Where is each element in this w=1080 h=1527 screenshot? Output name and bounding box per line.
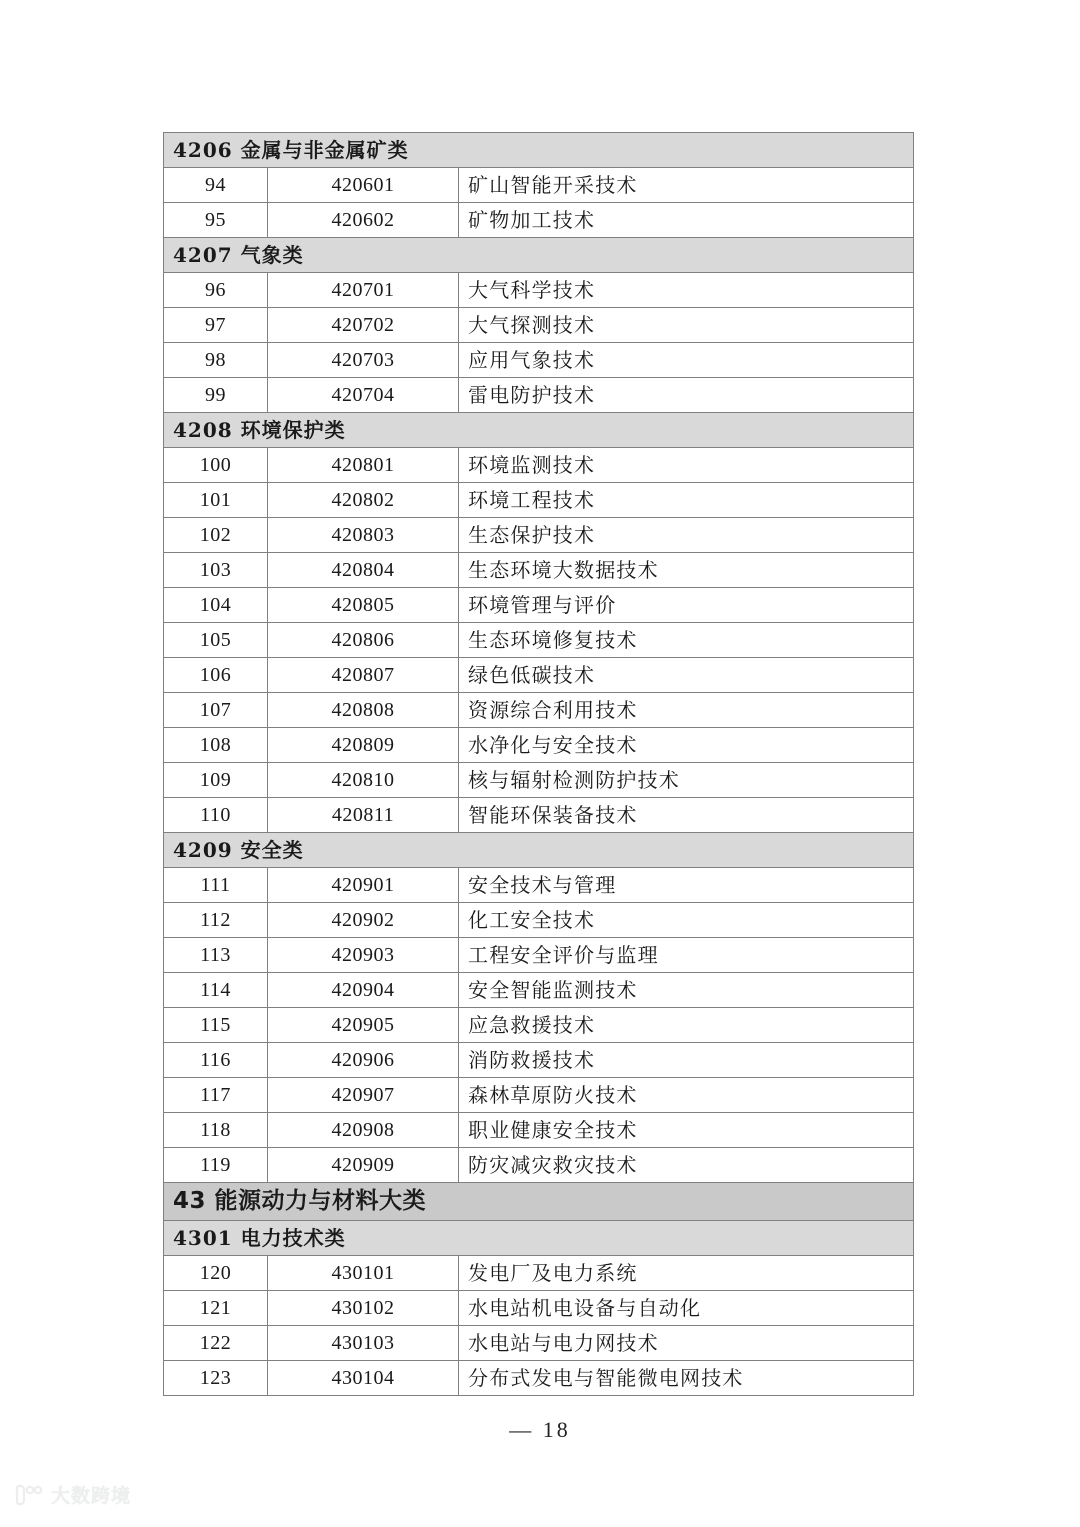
row-specialty-name: 水净化与安全技术 [459,728,914,763]
table-row [164,1008,914,1043]
row-specialty-code: 420810 [268,763,459,798]
table-row [164,168,914,203]
sub-category-label: 4209 安全类 [164,833,914,868]
sub-category-header-row [164,413,914,448]
table-row [164,623,914,658]
table-row [164,1361,914,1396]
row-sequence-number: 111 [164,868,268,903]
row-specialty-name: 防灾减灾救灾技术 [459,1148,914,1183]
row-sequence-number: 99 [164,378,268,413]
table-row [164,798,914,833]
row-sequence-number: 96 [164,273,268,308]
row-sequence-number: 121 [164,1291,268,1326]
row-specialty-name: 应急救援技术 [459,1008,914,1043]
sub-category-header-row [164,133,914,168]
sub-category-label: 4208 环境保护类 [164,413,914,448]
row-sequence-number: 120 [164,1256,268,1291]
table-row [164,693,914,728]
row-sequence-number: 94 [164,168,268,203]
row-specialty-name: 智能环保装备技术 [459,798,914,833]
row-sequence-number: 106 [164,658,268,693]
table-row [164,763,914,798]
row-specialty-code: 420804 [268,553,459,588]
table-row [164,518,914,553]
table-row [164,1043,914,1078]
table-row [164,1078,914,1113]
table-row [164,448,914,483]
row-specialty-name: 工程安全评价与监理 [459,938,914,973]
row-specialty-name: 环境监测技术 [459,448,914,483]
row-sequence-number: 103 [164,553,268,588]
row-sequence-number: 119 [164,1148,268,1183]
row-specialty-code: 420904 [268,973,459,1008]
table-row [164,1113,914,1148]
row-specialty-code: 420905 [268,1008,459,1043]
row-specialty-code: 420701 [268,273,459,308]
row-specialty-code: 420803 [268,518,459,553]
row-sequence-number: 113 [164,938,268,973]
row-sequence-number: 118 [164,1113,268,1148]
row-specialty-name: 应用气象技术 [459,343,914,378]
row-specialty-code: 420802 [268,483,459,518]
row-sequence-number: 97 [164,308,268,343]
table-row [164,1326,914,1361]
row-sequence-number: 104 [164,588,268,623]
table-row [164,938,914,973]
table-row [164,273,914,308]
row-sequence-number: 122 [164,1326,268,1361]
row-specialty-name: 大气探测技术 [459,308,914,343]
row-specialty-name: 环境工程技术 [459,483,914,518]
row-specialty-code: 420602 [268,203,459,238]
sub-category-header-row [164,1221,914,1256]
row-specialty-name: 生态环境修复技术 [459,623,914,658]
row-sequence-number: 98 [164,343,268,378]
row-sequence-number: 107 [164,693,268,728]
table-row [164,588,914,623]
table-row [164,203,914,238]
table-row [164,343,914,378]
row-specialty-code: 430101 [268,1256,459,1291]
table-row [164,378,914,413]
circles-logo-icon [14,1484,44,1506]
row-specialty-code: 420811 [268,798,459,833]
row-specialty-name: 发电厂及电力系统 [459,1256,914,1291]
row-specialty-code: 420806 [268,623,459,658]
table-row [164,973,914,1008]
table-row [164,553,914,588]
row-specialty-code: 420901 [268,868,459,903]
row-specialty-name: 生态保护技术 [459,518,914,553]
table-row [164,483,914,518]
row-specialty-name: 森林草原防火技术 [459,1078,914,1113]
row-sequence-number: 102 [164,518,268,553]
major-category-header-row [164,1183,914,1221]
row-sequence-number: 108 [164,728,268,763]
row-specialty-name: 绿色低碳技术 [459,658,914,693]
row-specialty-code: 420805 [268,588,459,623]
row-sequence-number: 123 [164,1361,268,1396]
row-sequence-number: 115 [164,1008,268,1043]
row-sequence-number: 105 [164,623,268,658]
row-specialty-code: 420807 [268,658,459,693]
row-specialty-name: 化工安全技术 [459,903,914,938]
row-sequence-number: 101 [164,483,268,518]
sub-category-label: 4301 电力技术类 [164,1221,914,1256]
row-specialty-code: 420808 [268,693,459,728]
row-specialty-name: 资源综合利用技术 [459,693,914,728]
table-row [164,728,914,763]
row-specialty-name: 环境管理与评价 [459,588,914,623]
row-specialty-name: 核与辐射检测防护技术 [459,763,914,798]
table-row [164,658,914,693]
row-specialty-code: 430103 [268,1326,459,1361]
row-specialty-name: 大气科学技术 [459,273,914,308]
sub-category-label: 4206 金属与非金属矿类 [164,133,914,168]
row-specialty-code: 420801 [268,448,459,483]
row-specialty-code: 430102 [268,1291,459,1326]
table-row [164,1148,914,1183]
row-sequence-number: 112 [164,903,268,938]
row-specialty-name: 消防救援技术 [459,1043,914,1078]
row-specialty-name: 分布式发电与智能微电网技术 [459,1361,914,1396]
watermark-text: 大数跨境 [51,1485,132,1507]
row-specialty-name: 安全智能监测技术 [459,973,914,1008]
row-specialty-name: 水电站机电设备与自动化 [459,1291,914,1326]
row-specialty-name: 矿物加工技术 [459,203,914,238]
table-row [164,903,914,938]
row-specialty-name: 矿山智能开采技术 [459,168,914,203]
row-specialty-code: 420908 [268,1113,459,1148]
sub-category-header-row [164,833,914,868]
row-specialty-code: 420902 [268,903,459,938]
row-specialty-code: 420903 [268,938,459,973]
row-specialty-name: 安全技术与管理 [459,868,914,903]
row-specialty-code: 420809 [268,728,459,763]
table-body [164,133,914,1396]
sub-category-label: 4207 气象类 [164,238,914,273]
row-sequence-number: 109 [164,763,268,798]
table-row [164,308,914,343]
row-specialty-code: 430104 [268,1361,459,1396]
row-specialty-name: 水电站与电力网技术 [459,1326,914,1361]
table-row [164,868,914,903]
row-specialty-code: 420702 [268,308,459,343]
row-specialty-name: 生态环境大数据技术 [459,553,914,588]
row-specialty-code: 420704 [268,378,459,413]
row-sequence-number: 100 [164,448,268,483]
row-specialty-code: 420906 [268,1043,459,1078]
row-sequence-number: 95 [164,203,268,238]
row-sequence-number: 116 [164,1043,268,1078]
major-category-label: 43 能源动力与材料大类 [164,1183,914,1221]
table-row [164,1291,914,1326]
row-specialty-code: 420907 [268,1078,459,1113]
major-specialty-catalog-table [163,132,914,1396]
sub-category-header-row [164,238,914,273]
table-row [164,1256,914,1291]
watermark [14,1481,131,1508]
row-sequence-number: 114 [164,973,268,1008]
row-specialty-code: 420601 [268,168,459,203]
row-specialty-name: 职业健康安全技术 [459,1113,914,1148]
page-number: — 18 [509,1417,571,1442]
row-specialty-code: 420909 [268,1148,459,1183]
row-sequence-number: 110 [164,798,268,833]
row-specialty-name: 雷电防护技术 [459,378,914,413]
row-sequence-number: 117 [164,1078,268,1113]
row-specialty-code: 420703 [268,343,459,378]
